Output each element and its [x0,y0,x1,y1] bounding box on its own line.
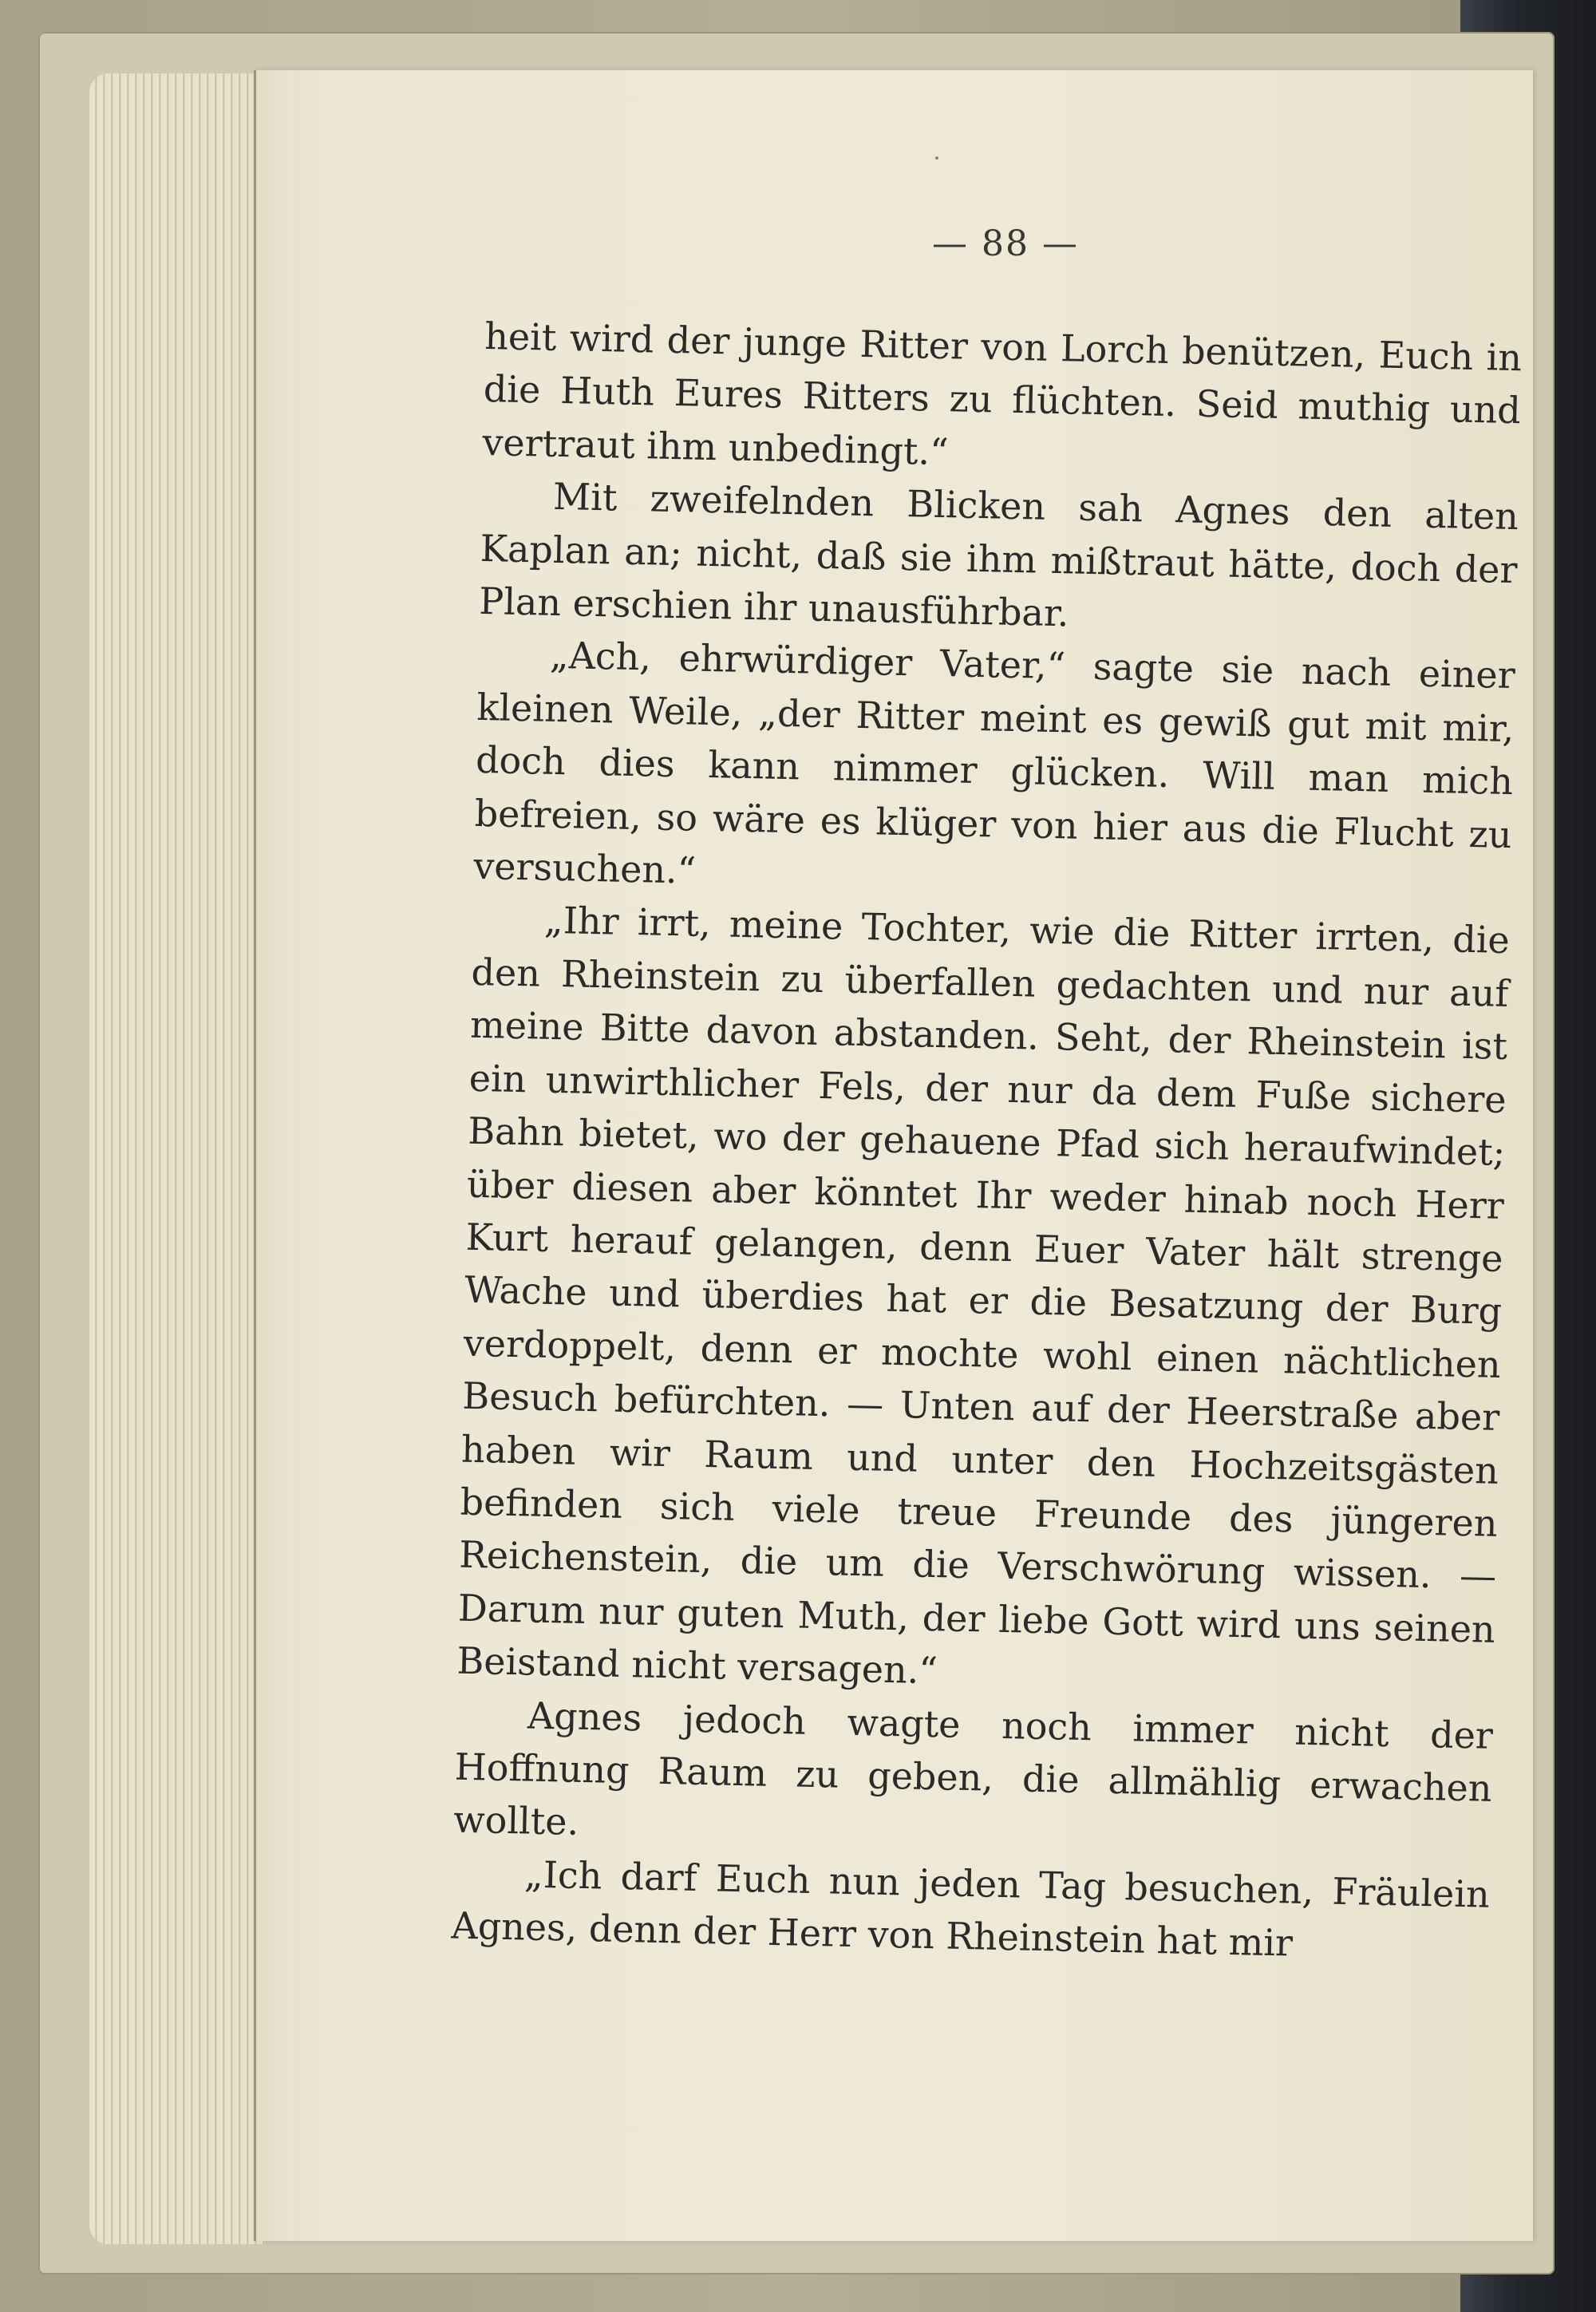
paragraph-6: „Ich darf Euch nun jeden Tag besuchen, Fräulein Agnes, denn der Herr von Rheinstein hat mir [451,1852,1491,1965]
paper-speck [935,156,938,160]
paragraph-4: „Ihr irrt, meine Tochter, wie die Ritter irrten, die den Rheinstein zu überfallen gedachten und nur auf meine Bitte davon abstanden. Seht, der Rheinstein ist ein unwirthlicher Fels, der nur da dem Fuße sichere Bahn bietet, wo der gehauene Pfad sich heraufwindet; über diesen aber könntet Ihr weder hinab noch Herr Kurt herauf gelangen, denn Euer Vater hält strenge Wache und überdies hat er die Besatzung der Burg verdoppelt, denn er mochte wohl einen nächtlichen Besuch befürchten. — Unten auf der Heerstraße aber haben wir Raum und unter den Hochzeitsgästen befinden sich viele treue Freunde des jüngeren Reichenstein, die um die Verschwörung wissen. — Darum nur guten Muth, der liebe Gott wird uns seinen Beistand nicht versagen.“ [456,899,1511,1693]
page-text [451,310,1523,1974]
page-stack-edges [89,73,265,2244]
paragraph-2: Mit zweifelnden Blicken sah Agnes den alten Kaplan an; nicht, daß sie ihm mißtraut hätte, doch der Plan erschien ihr unausführbar. [478,475,1519,635]
page-number: — 88 — [932,223,1079,264]
paragraph-5: Agnes jedoch wagte noch immer nicht der Hoffnung Raum zu geben, die allmählig erwachen wollte. [452,1693,1494,1844]
paragraph-1: heit wird der junge Ritter von Lorch benützen, Euch in die Huth Eures Ritters zu flüchten. Seid muthig und vertraut ihm unbedingt.“ [481,314,1523,474]
paragraph-3: „Ach, ehrwürdiger Vater,“ sagte sie nach einer kleinen Weile, „der Ritter meint es gewiß gut mit mir, doch dies kann nimmer glücken. Will man mich befreien, so wäre es klüger von hier aus die Flucht zu versuchen.“ [472,634,1516,892]
